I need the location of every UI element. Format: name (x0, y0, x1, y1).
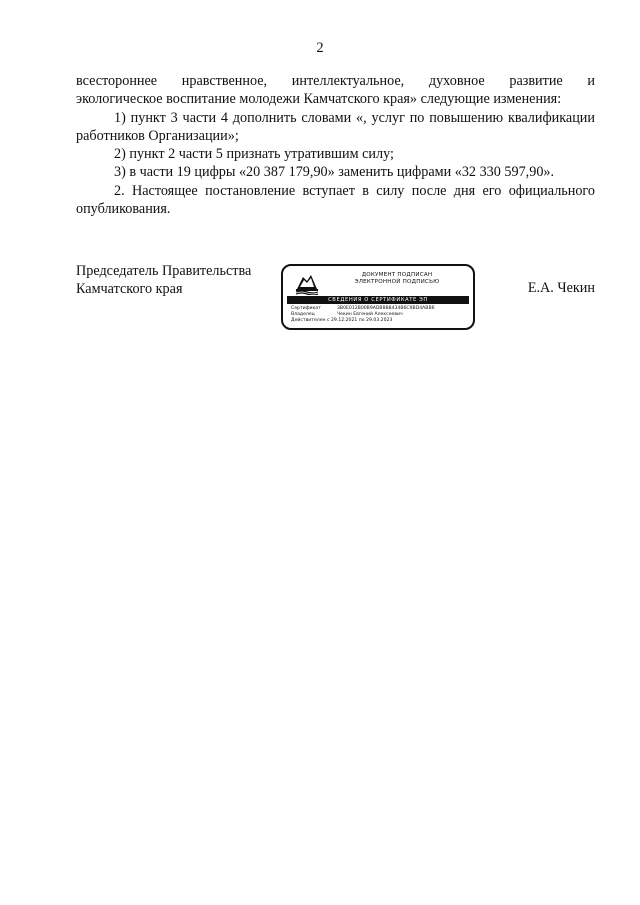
coat-of-arms-icon (293, 271, 321, 295)
stamp-title-line: ЭЛЕКТРОННОЙ ПОДПИСЬЮ (354, 278, 440, 285)
signatory-position (76, 262, 251, 299)
stamp-validity-row: Действителен с 29.12.2021 по 29.03.2023 (291, 318, 393, 323)
page-number: 2 (316, 40, 324, 56)
signatory-name: Е.А. Чекин (527, 280, 595, 296)
stamp-title (327, 272, 467, 285)
electronic-signature-stamp (281, 264, 475, 330)
stamp-header-bar: СВЕДЕНИЯ О СЕРТИФИКАТЕ ЭП (287, 296, 469, 304)
stamp-title-line: ДОКУМЕНТ ПОДПИСАН (361, 272, 433, 278)
stamp-label: Сертификат (291, 306, 321, 311)
signatory-position-line: Председатель Правительства (76, 263, 252, 279)
stamp-value: 3B0E012B00B9ADB8B8434B6C9BD4ABB6 (337, 306, 435, 311)
list-item: 1) пункт 3 части 4 дополнить словами «, услуг по повышению квалификации работников Организации»; (76, 109, 595, 144)
paragraph: 2. Настоящее постановление вступает в силу после дня его официального опубликования. (76, 182, 595, 218)
stamp-certificate-row (291, 306, 435, 311)
paragraph-line: экологическое воспитание молодежи Камчатского края» следующие изменения: (76, 91, 562, 108)
list-item: 2) пункт 2 части 5 признать утратившим силу; (114, 146, 394, 163)
document-body (76, 72, 595, 218)
signatory-position-line: Камчатского края (76, 281, 183, 298)
stamp-owner-row (291, 312, 403, 317)
paragraph-line: всестороннее нравственное, интеллектуальное, духовное развитие и (76, 73, 595, 89)
list-item: 3) в части 19 цифры «20 387 179,90» заменить цифрами «32 330 597,90». (114, 164, 555, 181)
stamp-label: Владелец (291, 312, 315, 317)
stamp-value: Чекин Евгений Алексеевич (337, 312, 403, 317)
